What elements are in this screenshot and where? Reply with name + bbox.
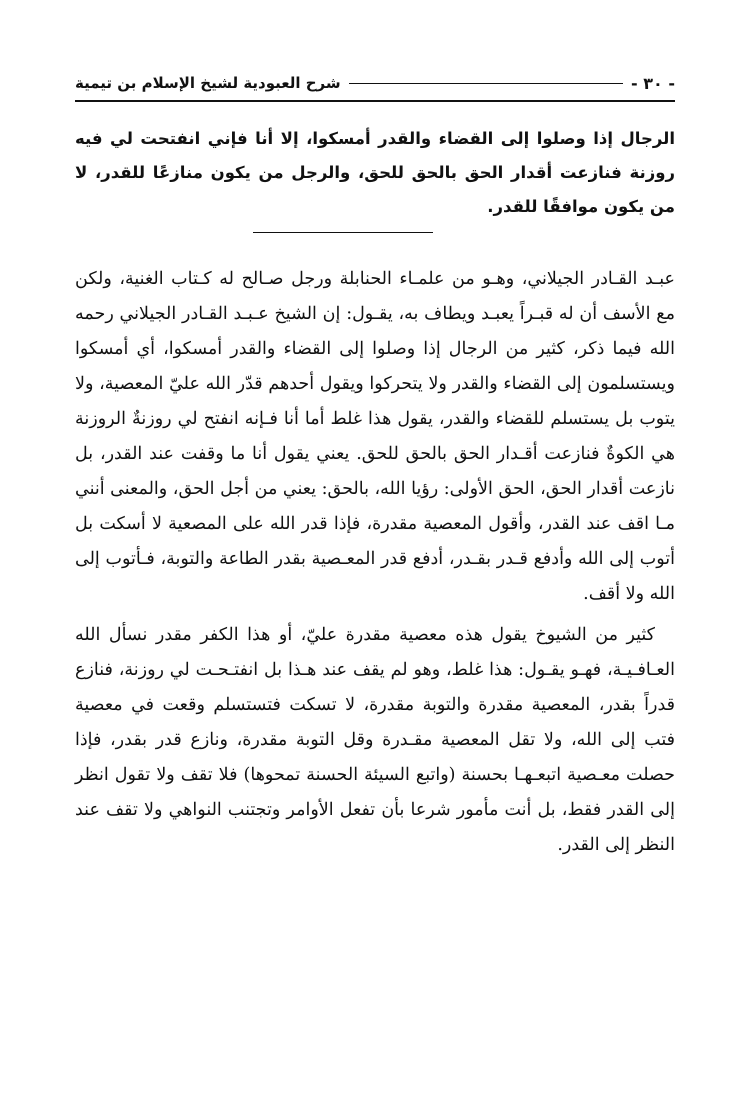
- commentary-paragraph: كثير من الشيوخ يقول هذه معصية مقدرة عليّ، أو هذا الكفر مقدر نسأل الله العـافـيـة، فهـو يقـول: هذا غلط، وهو لم يقف عند هـذا بل انفتـحـت لي روزنة، فنازع قدراً بقدر، المعصية مقدرة والتوبة مقدرة، لا تسكت فتستسلم وقعت في معصية فتب إلى الله، ولا تقل المعصية مقـدرة وقل التوبة مقدرة، ونازع قدر بقدر، فإذا حصلت معـصية اتبعـهـا بحسنة (واتبع السيئة الحسنة تمحوها) فلا تقف ولا تقول انظر إلى القدر فقط، بل أنت مأمور شرعا بأن تفعل الأوامر وتجتنب النواهي ولا تقف عند النظر إلى القدر.: [75, 625, 675, 855]
- header-rule: [349, 83, 623, 84]
- commentary-paragraph: عبـد القـادر الجيلاني، وهـو من علمـاء الحنابلة ورجل صـالح له كـتاب الغنية، ولكن مع الأسف أن له قبـراً يعبـد ويطاف به، يقـول: إن الشيخ عـبـد القـادر الجيلاني رحمه الله فيما ذكر، كثير من الرجال إذا وصلوا إلى القضاء والقدر أمسكوا، أي أمسكوا ويستسلمون إلى القضاء والقدر ولا يتحركوا ويقول أحدهم قدّر الله عليّ المعصية، ولا يتوب بل يستسلم للقضاء والقدر، يقول هذا غلط أما أنا فـإنه انفتح لي روزنةٌ الروزنة هي الكوةٌ فنازعت أقـدار الحق بالحق للحق. يعني يقول أنا ما وقفت عند القدر، بل نازعت أقدار الحق، الحق الأولى: رؤيا الله، بالحق: يعني من أجل الحق، والمعنى أنني مـا اقف عند القدر، وأقول المعصية مقدرة، فإذا قدر الله على المصعية لا أسكت بل أتوب إلى الله وأدفع قـدر بقـدر، أدفع قدر المعـصية بقدر الطاعة والتوبة، فـأتوب إلى الله ولا أقف.: [75, 269, 675, 604]
- header-divider: [75, 100, 675, 102]
- matn-text: الرجال إذا وصلوا إلى القضاء والقدر أمسكوا، إلا أنا فإني انفتحت لي فيه روزنة فنازعت أقدار الحق بالحق للحق، والرجل من يكون منازعًا للقدر، لا من يكون موافقًا للقدر.: [75, 129, 675, 216]
- book-title: شرح العبودية لشيخ الإسلام بن تيمية: [75, 74, 341, 92]
- commentary-body: [75, 262, 675, 863]
- matn-separator: [253, 232, 433, 233]
- page-number: - ٣٠ -: [631, 73, 675, 93]
- running-header: [75, 68, 675, 98]
